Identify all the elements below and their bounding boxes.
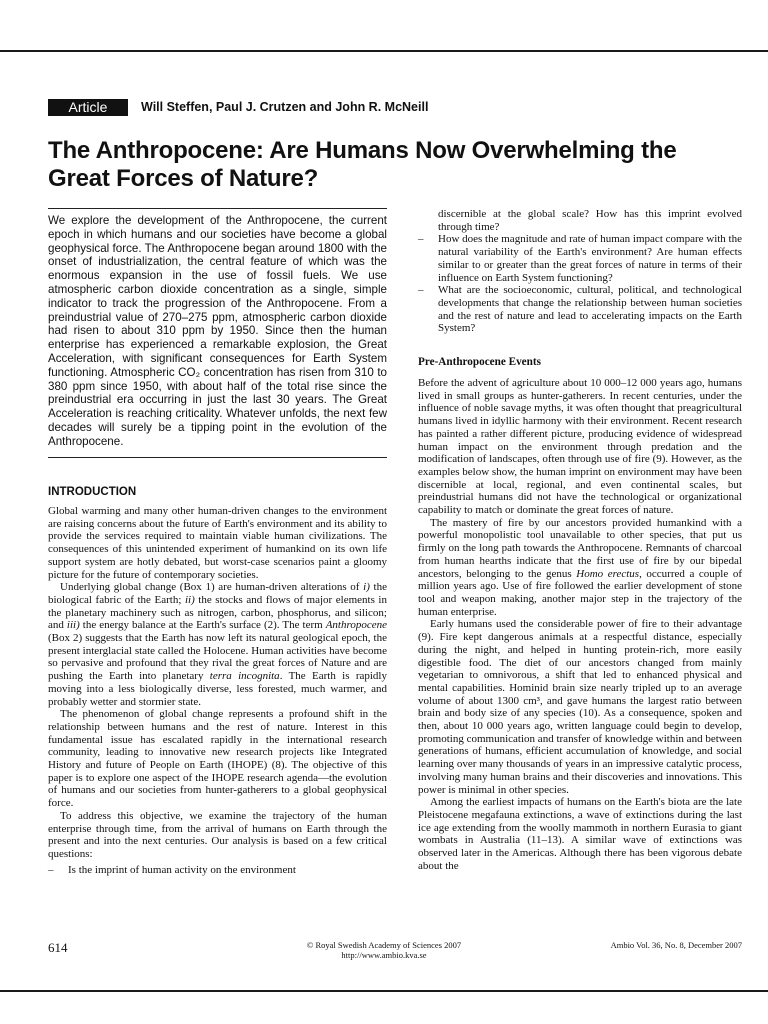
- abstract: We explore the development of the Anthropocene, the current epoch in which humans and our societies have become a global geophysical force. The Anthropocene began around 1800 with the onset of industrialization, the central feature of which was the enormous expansion in the use of fossil fuels. We use atmospheric carbon dioxide concentration as a single, simple indicator to track the progression of the Anthropocene. From a preindustrial value of 270–275 ppm, atmospheric carbon dioxide had risen to about 310 ppm by 1950. Since then the human enterprise has experienced a remarkable explosion, the Great Acceleration, with significant consequences for Earth System functioning. Atmospheric CO₂ concentration has risen from 310 to 380 ppm since 1950, with about half of the total rise since the preindustrial era occurring in just the last 30 years. The Great Acceleration is reaching criticality. Whatever unfolds, the next few decades will surely be a tipping point in the evolution of the Anthropocene.: [48, 214, 387, 448]
- question-1-continued-text: discernible at the global scale? How has this imprint evolved through time?: [438, 208, 742, 233]
- question-3-text: What are the socioeconomic, cultural, political, and technological developments that change the relationship between human societies and the rest of nature and lead to accelerating impacts on the Earth System?: [438, 284, 742, 335]
- copyright-text: © Royal Swedish Academy of Sciences 2007: [306, 940, 462, 950]
- bullet-dash: –: [48, 863, 54, 876]
- intro-paragraph-2: [48, 581, 387, 708]
- abstract-bottom-rule: [48, 457, 387, 458]
- intro-paragraph-3: The phenomenon of global change represents a profound shift in the relationship between humans and the rest of nature. Interest in this fundamental issue has escalated rapidly in the international research community, leading to innovative new research projects like Integrated History and future of People on Earth (IHOPE) (8). The objective of this paper is to explore one aspect of the IHOPE research agenda—the evolution of humans and our societies from hunter-gatherers to a global geophysical force.: [48, 708, 387, 810]
- authors: Will Steffen, Paul J. Crutzen and John R. McNeill: [141, 100, 429, 114]
- intro-p2-text: the stocks and flows of major elements in the planetary machinery such as nitrogen, carbon, phosphorus, and silicon; and: [48, 593, 387, 632]
- pre-anthropocene-paragraph-3: Early humans used the considerable power of fire to their advantage (9). Fire kept dangerous animals at a respectful distance, especially during the night, and helped in hunting protein-rich, more easily digestible food. The diet of our ancestors changed from mainly vegetarian to omnivorous, a shift that led to enhanced physical and mental capabilities. Hominid brain size nearly tripled up to an average volume of about 1300 cm³, and gave humans the largest ratio between brain and body size of any species (10). As a consequence, spoken and then, about 10 000 years ago, written language could begin to develop, promoting communication and transfer of knowledge within and between generations of humans, efficient accumulation of knowledge, and social learning over many thousands of years in an impressive catalytic process, involving many human brains and their discoveries and innovations. This power is minimal in other species.: [418, 618, 742, 796]
- intro-p2-text: (Box 2) suggests that the Earth has now left its natural geological epoch, the present interglacial state called the Holocene. Human activities have become so pervasive and profound that they rival the great forces of Nature and are pushing the Earth into planetary: [48, 632, 387, 683]
- intro-p2-text: . The Earth is rapidly moving into a less biologically diverse, less forested, much warmer, and probably wetter and stormier state.: [48, 670, 387, 708]
- journal-citation: Ambio Vol. 36, No. 8, December 2007: [610, 940, 742, 950]
- pre-anthropocene-paragraph-4: Among the earliest impacts of humans on the Earth's biota are the late Pleistocene megafauna extinctions, a wave of extinctions during the last ice age extending from the woolly mammoth in northern Eurasia to giant wombats in Australia (11–13). A similar wave of extinctions was observed later in the Americas. Although there has been vigorous debate about the: [418, 796, 742, 872]
- intro-paragraph-4: To address this objective, we examine the trajectory of the human enterprise through time, from the arrival of humans on Earth through the present and into the next centuries. Our analysis is based on a few critical questions:: [48, 809, 387, 860]
- bullet-dash: –: [418, 284, 424, 297]
- intro-paragraph-1: Global warming and many other human-driven changes to the environment are raising concerns about the future of Earth's environment and its ability to provide the services required to maintain viable human civilizations. The consequences of this unintended experiment of humankind on its own life support system are hotly debated, but worst-case scenarios paint a gloomy picture for the future of contemporary societies.: [48, 505, 387, 581]
- question-1-continued: [418, 208, 742, 233]
- article-header: [48, 99, 728, 117]
- pre-anthropocene-paragraph-2: [418, 517, 742, 619]
- left-column-body: [48, 505, 387, 876]
- intro-p2-term: Anthropocene: [325, 619, 387, 632]
- article-title: The Anthropocene: Are Humans Now Overwhelming the Great Forces of Nature?: [48, 137, 677, 192]
- intro-p2-numeral-i: i): [363, 581, 370, 594]
- abstract-top-rule: [48, 208, 387, 209]
- article-type-badge: Article: [48, 99, 128, 116]
- question-1-text: Is the imprint of human activity on the environment: [68, 863, 296, 876]
- intro-p2-term: terra incognita: [209, 670, 280, 683]
- intro-p2-numeral-ii: ii): [184, 593, 195, 606]
- question-3: [418, 284, 742, 335]
- question-1-start: [48, 864, 387, 877]
- top-rule: [0, 50, 768, 52]
- pre-anthropocene-heading: Pre-Anthropocene Events: [418, 356, 541, 369]
- right-column-body: [418, 208, 742, 872]
- pre-p2-species: Homo erectus: [576, 567, 640, 580]
- question-2: [418, 233, 742, 284]
- intro-p2-text: the energy balance at the Earth's surface (2). The term: [79, 619, 326, 632]
- pre-p2-text: The mastery of fire by our ancestors provided humankind with a powerful monopolistic tool unavailable to other species, that put us firmly on the long path towards the Anthropocene. Remnants of charcoal from human hearths indicate that the first use of fire by our bipedal ancestors, belonging to the genus: [418, 516, 742, 580]
- intro-p2-text: the biological fabric of the Earth;: [48, 581, 387, 606]
- page-number: 614: [48, 940, 68, 955]
- question-2-text: How does the magnitude and rate of human impact compare with the natural variability of the Earth's environment? Are human effects similar to or greater than the great forces of nature in terms of their influence on Earth System functioning?: [438, 233, 742, 284]
- pre-p2-text: , occurred a couple of million years ago. Use of fire followed the earlier development of stone tool and weapon making, another major step in the trajectory of the human enterprise.: [418, 567, 742, 618]
- pre-anthropocene-paragraph-1: Before the advent of agriculture about 10 000–12 000 years ago, humans lived in small groups as hunter-gatherers. In recent centuries, under the influence of noble savage myths, it was often thought that preagricultural humans lived in idyllic harmony with their environment. Recent research has painted a rather different picture, producing evidence of widespread human impact on the environment through predation and the modification of landscapes, often through use of fire (9). However, as the examples below show, the human imprint on environment may have been discernible at local, regional, and even continental scales, but preindustrial humans did not have the technological or organizational capability to match or dominate the great forces of nature.: [418, 377, 743, 517]
- bullet-dash: –: [418, 233, 424, 246]
- journal-url: http://www.ambio.kva.se: [341, 950, 427, 960]
- introduction-heading: INTRODUCTION: [48, 486, 137, 498]
- intro-p2-numeral-iii: iii): [66, 619, 80, 632]
- intro-p2-text: Underlying global change (Box 1) are human-driven alterations of: [60, 581, 364, 594]
- bottom-rule: [0, 990, 768, 992]
